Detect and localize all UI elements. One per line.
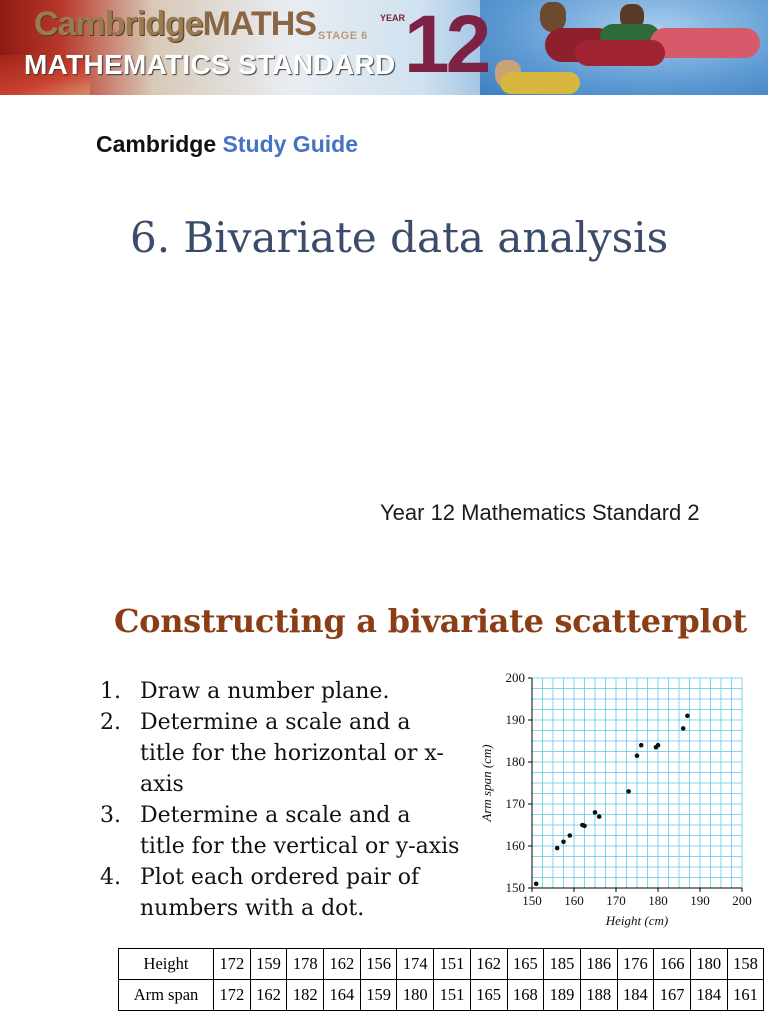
step-text: Determine a scale and a title for the vertical or y-axis xyxy=(140,803,460,859)
table-cell: 165 xyxy=(507,949,544,980)
step-number: 3. xyxy=(100,803,121,828)
student-figure xyxy=(575,40,665,66)
list-item xyxy=(100,676,460,707)
data-point xyxy=(582,824,587,829)
table-cell: 182 xyxy=(287,980,324,1011)
data-point xyxy=(681,726,686,731)
table-cell: 162 xyxy=(324,949,361,980)
student-figure xyxy=(500,72,580,94)
list-item xyxy=(100,800,460,862)
y-axis-title: Arm span (cm) xyxy=(479,744,494,822)
table-cell: 172 xyxy=(214,949,251,980)
table-cell: 184 xyxy=(690,980,727,1011)
year-label: YEAR xyxy=(380,13,406,23)
table-cell: 161 xyxy=(727,980,764,1011)
data-point xyxy=(597,814,602,819)
y-tick-label: 150 xyxy=(505,880,525,895)
data-point xyxy=(626,789,631,794)
data-point xyxy=(639,743,644,748)
table-row-arm-span xyxy=(119,980,764,1011)
table-cell: 165 xyxy=(470,980,507,1011)
y-tick-label: 160 xyxy=(505,838,525,853)
table-cell: 158 xyxy=(727,949,764,980)
y-tick-label: 180 xyxy=(505,754,525,769)
data-point xyxy=(534,882,539,887)
table-cell: 159 xyxy=(250,949,287,980)
scatterplot xyxy=(474,664,764,934)
table-cell: 162 xyxy=(470,949,507,980)
step-number: 4. xyxy=(100,865,121,890)
table-cell: 162 xyxy=(250,980,287,1011)
course-title: Year 12 Mathematics Standard 2 xyxy=(380,500,700,525)
data-point xyxy=(561,840,566,845)
table-cell: 180 xyxy=(690,949,727,980)
step-text: Draw a number plane. xyxy=(140,679,390,704)
table-cell: 159 xyxy=(360,980,397,1011)
table-cell: 186 xyxy=(580,949,617,980)
table-cell: 172 xyxy=(214,980,251,1011)
step-number: 2. xyxy=(100,710,121,735)
table-cell: 185 xyxy=(544,949,581,980)
steps-list xyxy=(100,676,460,924)
step-text: Determine a scale and a title for the horizontal or x-axis xyxy=(140,710,444,797)
year-number: 12 xyxy=(404,0,488,90)
chapter-title: 6. Bivariate data analysis xyxy=(130,213,669,262)
stage-label: STAGE 6 xyxy=(318,30,368,42)
study-guide-suffix: Study Guide xyxy=(222,131,358,157)
x-tick-label: 200 xyxy=(732,893,752,908)
data-point xyxy=(555,846,560,851)
section-heading: Constructing a bivariate scatterplot xyxy=(114,602,747,640)
table-cell: 188 xyxy=(580,980,617,1011)
student-figure xyxy=(650,28,760,58)
data-table xyxy=(118,948,764,1011)
y-tick-label: 190 xyxy=(505,712,525,727)
y-tick-label: 200 xyxy=(505,670,525,685)
table-cell: 189 xyxy=(544,980,581,1011)
step-number: 1. xyxy=(100,679,121,704)
x-tick-label: 150 xyxy=(522,893,542,908)
banner-subtitle: MATHEMATICS STANDARD xyxy=(24,49,396,80)
row-label: Height xyxy=(119,949,214,980)
brand-logo-part1: Cambridge xyxy=(34,5,203,43)
y-tick-label: 170 xyxy=(505,796,525,811)
brand-logo-part2: MATHS xyxy=(202,5,316,43)
table-cell: 184 xyxy=(617,980,654,1011)
table-cell: 167 xyxy=(654,980,691,1011)
table-cell: 168 xyxy=(507,980,544,1011)
header-banner xyxy=(0,0,768,95)
x-axis-title: Height (cm) xyxy=(605,913,669,928)
table-cell: 166 xyxy=(654,949,691,980)
x-tick-label: 190 xyxy=(690,893,710,908)
list-item xyxy=(100,707,460,800)
table-cell: 174 xyxy=(397,949,434,980)
data-point xyxy=(568,833,573,838)
x-tick-label: 180 xyxy=(648,893,668,908)
table-cell: 178 xyxy=(287,949,324,980)
study-guide-label xyxy=(96,131,358,158)
data-point xyxy=(593,810,598,815)
table-cell: 156 xyxy=(360,949,397,980)
data-point xyxy=(685,714,690,719)
brand-logo xyxy=(34,7,316,41)
list-item xyxy=(100,862,460,924)
table-cell: 164 xyxy=(324,980,361,1011)
x-tick-label: 160 xyxy=(564,893,584,908)
table-cell: 151 xyxy=(434,980,471,1011)
study-guide-prefix: Cambridge xyxy=(96,131,217,157)
data-point xyxy=(656,743,661,748)
x-tick-label: 170 xyxy=(606,893,626,908)
table-cell: 176 xyxy=(617,949,654,980)
row-label: Arm span xyxy=(119,980,214,1011)
data-point xyxy=(635,753,640,758)
step-text: Plot each ordered pair of numbers with a dot. xyxy=(140,865,420,921)
table-cell: 151 xyxy=(434,949,471,980)
table-cell: 180 xyxy=(397,980,434,1011)
table-row-height xyxy=(119,949,764,980)
